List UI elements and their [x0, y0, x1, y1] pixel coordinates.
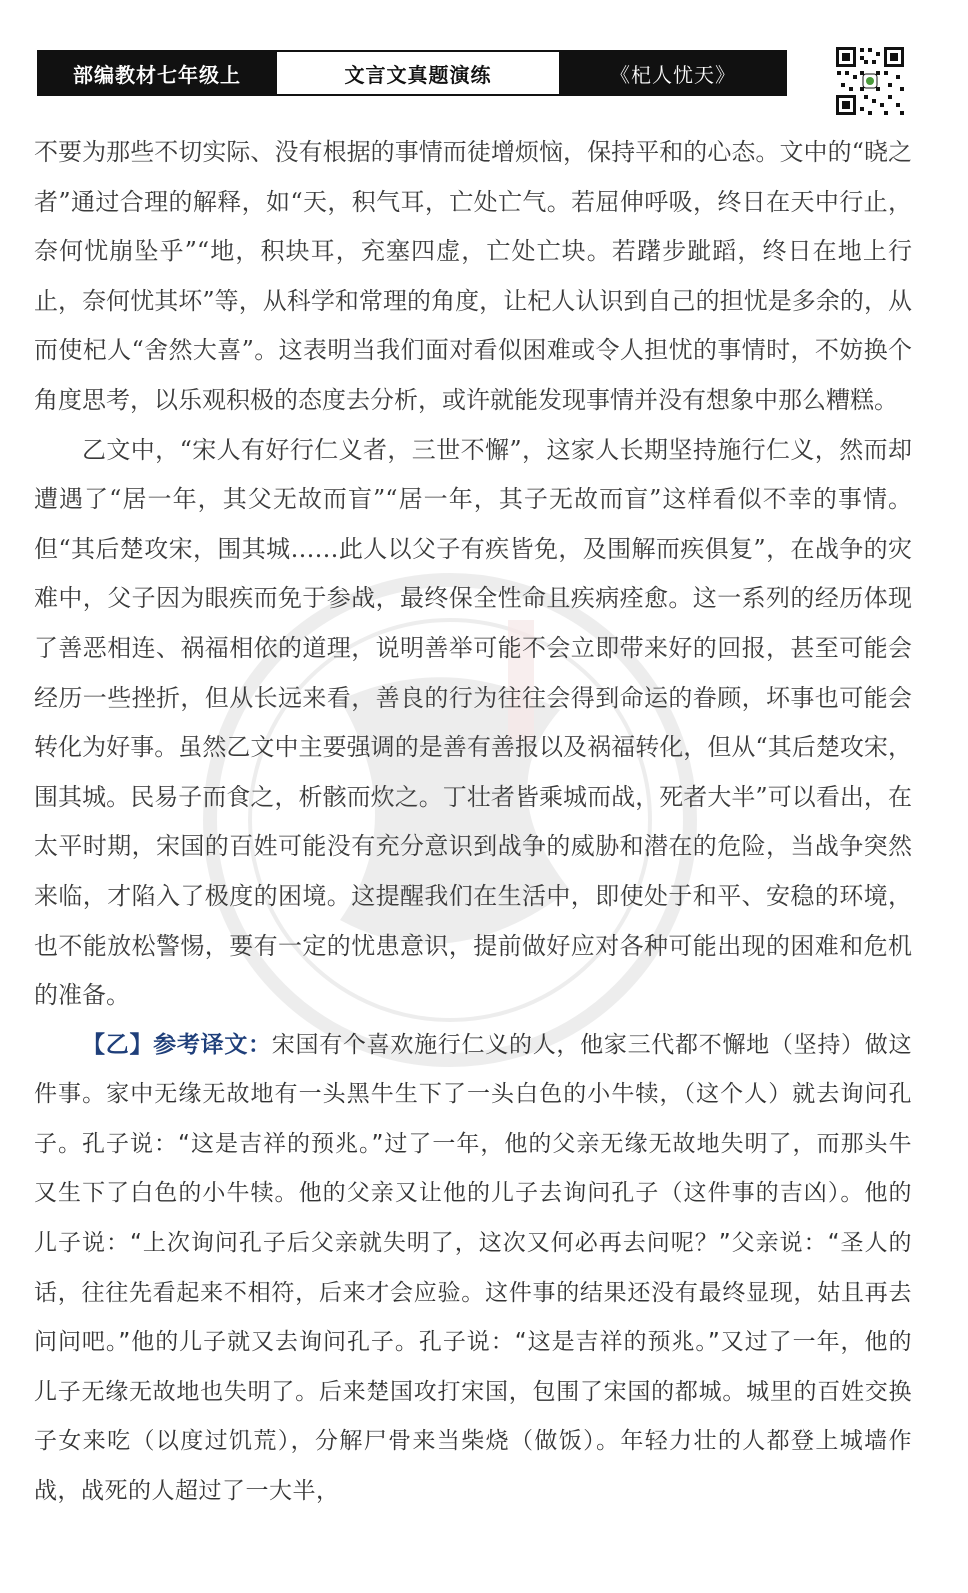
- analysis-paragraph-1: 不要为那些不切实际、没有根据的事情而徒增烦恼，保持平和的心态。文中的“晓之者”通过合理的解释，如“天，积气耳，亡处亡气。若屈伸呼吸，终日在天中行止，奈何忧崩坠乎”“地，积块耳，充塞四虚，亡处亡块。若躇步跐蹈，终日在地上行止，奈何忧其坏”等，从科学和常理的角度，让杞人认识到自己的担忧是多余的，从而使杞人“舍然大喜”。这表明当我们面对看似困难或令人担忧的事情时，不妨换个角度思考，以乐观积极的态度去分析，或许就能发现事情并没有想象中那么糟糕。: [34, 138, 912, 414]
- header-bar: [37, 50, 787, 96]
- lesson-title: 《杞人忧天》: [561, 52, 785, 94]
- series-label: 文言文真题演练: [275, 52, 561, 94]
- translation-label: 【乙】参考译文：: [82, 1031, 272, 1058]
- analysis-paragraph-2: 乙文中，“宋人有好行仁义者，三世不懈”，这家人长期坚持施行仁义，然而却遭遇了“居一年，其父无故而盲”“居一年，其子无故而盲”这样看似不幸的事情。但“其后楚攻宋，围其城……此人以父子有疾皆免，及围解而疾俱复”，在战争的灾难中，父子因为眼疾而免于参战，最终保全性命且疾病痊愈。这一系列的经历体现了善恶相连、祸福相依的道理，说明善举可能不会立即带来好的回报，甚至可能会经历一些挫折，但从长远来看，善良的行为往往会得到命运的眷顾，坏事也可能会转化为好事。虽然乙文中主要强调的是善有善报以及祸福转化，但从“其后楚攻宋，围其城。民易子而食之，析骸而炊之。丁壮者皆乘城而战，死者大半”可以看出，在太平时期，宋国的百姓可能没有充分意识到战争的威胁和潜在的危险，当战争突然来临，才陷入了极度的困境。这提醒我们在生活中，即使处于和平、安稳的环境，也不能放松警惕，要有一定的忧患意识，提前做好应对各种可能出现的困难和危机的准备。: [34, 435, 912, 1010]
- grade-label: 部编教材七年级上: [39, 52, 275, 94]
- article-body: [34, 128, 912, 1517]
- translation-paragraph: [34, 1021, 912, 1517]
- qr-code-icon: [834, 45, 906, 117]
- translation-text: 宋国有个喜欢施行仁义的人，他家三代都不懈地（坚持）做这件事。家中无缘无故地有一头黑牛生下了一头白色的小牛犊，（这个人）就去询问孔子。孔子说：“这是吉祥的预兆。”过了一年，他的父亲无缘无故地失明了，而那头牛又生下了白色的小牛犊。他的父亲又让他的儿子去询问孔子（这件事的吉凶）。他的儿子说：“上次询问孔子后父亲就失明了，这次又何必再去问呢？”父亲说：“圣人的话，往往先看起来不相符，后来才会应验。这件事的结果还没有最终显现，姑且再去问问吧。”他的儿子就又去询问孔子。孔子说：“这是吉祥的预兆。”又过了一年，他的儿子无缘无故地也失明了。后来楚国攻打宋国，包围了宋国的都城。城里的百姓交换子女来吃（以度过饥荒），分解尸骨来当柴烧（做饭）。年轻力壮的人都登上城墙作战，战死的人超过了一大半，: [34, 1031, 913, 1505]
